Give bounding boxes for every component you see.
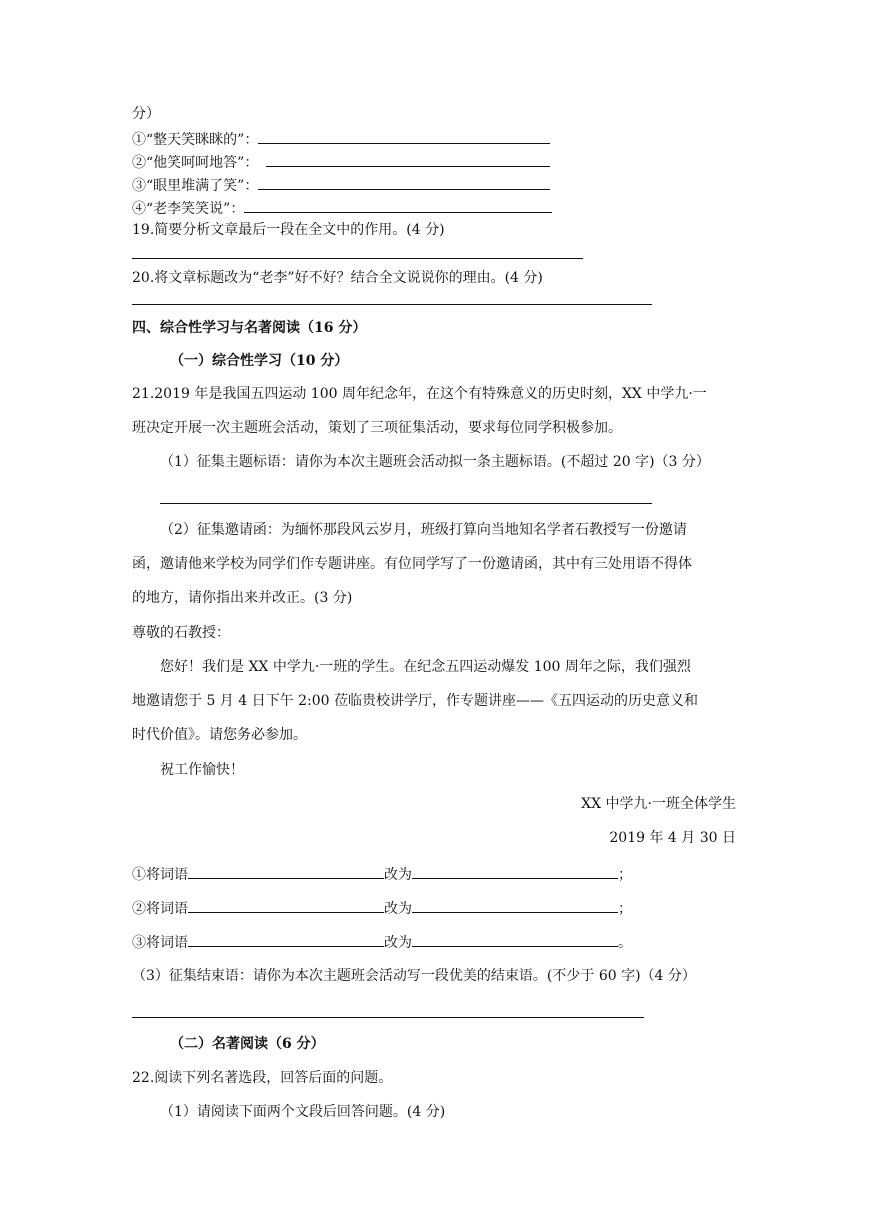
subsection-heading-2: （二）名著阅读（6 分） [170,1036,325,1052]
q21-part-1: （1）征集主题标语：请你为本次主题班会活动拟一条主题标语。(不超过 20 字)（3 分） [160,454,710,470]
answer-blank[interactable] [266,152,550,167]
corrected-word-blank[interactable] [412,864,618,879]
q21-line-1: 21.2019 年是我国五四运动 100 周年纪念年，在这个有特殊意义的历史时刻，XX 中学九·一 [132,386,707,402]
letter-salutation: 尊敬的石教授： [132,625,230,641]
corrected-word-blank[interactable] [412,932,618,947]
q18-item-3: ③“眼里堆满了笑”： [132,175,550,196]
fix-item-3: ③将词语 改为 。 [132,932,632,953]
letter-closing: 祝工作愉快！ [160,762,244,778]
q18-item-1: ①“整天笑眯眯的”： [132,129,550,150]
original-word-blank[interactable] [188,898,384,913]
q22-part-1: （1）请阅读下面两个文段后回答问题。(4 分) [160,1104,446,1120]
q19-answer-line[interactable] [132,258,583,259]
q21-3-answer-line[interactable] [132,1017,644,1018]
answer-blank[interactable] [258,129,550,144]
q22-text: 22.阅读下列名著选段，回答后面的问题。 [132,1070,393,1086]
q20-text: 20.将文章标题改为“老李”好不好？结合全文说说你的理由。(4 分) [132,270,543,286]
answer-blank[interactable] [244,198,552,213]
q18-item-2: ②“他笑呵呵地答”： [132,152,550,173]
q21-part-2-line-2: 函，邀请他来学校为同学们作专题讲座。有位同学写了一份邀请函，其中有三处用语不得体 [132,556,692,572]
letter-signature: XX 中学九·一班全体学生 [581,796,736,812]
q21-part-2-line-1: （2）征集邀请函：为缅怀那段风云岁月，班级打算向当地知名学者石教授写一份邀请 [160,522,687,538]
q21-1-answer-line[interactable] [160,503,652,504]
letter-date: 2019 年 4 月 30 日 [609,830,736,846]
q19-text: 19.简要分析文章最后一段在全文中的作用。(4 分) [132,222,445,238]
q21-line-2: 班决定开展一次主题班会活动，策划了三项征集活动，要求每位同学积极参加。 [132,420,622,436]
corrected-word-blank[interactable] [412,898,618,913]
q18-item-4: ④“老李笑笑说”： [132,198,552,219]
q21-part-3: （3）征集结束语：请你为本次主题班会活动写一段优美的结束语。(不少于 60 字)（4 分） [132,968,696,984]
original-word-blank[interactable] [188,864,384,879]
fix-item-1: ①将词语 改为 ； [132,864,632,885]
subsection-heading-1: （一）综合性学习（10 分） [170,353,349,369]
section-heading: 四、综合性学习与名著阅读（16 分） [132,320,367,336]
original-word-blank[interactable] [188,932,384,947]
letter-body-line-1: 您好！我们是 XX 中学九·一班的学生。在纪念五四运动爆发 100 周年之际，我们强烈 [160,659,691,675]
q20-answer-line[interactable] [132,304,652,305]
q21-part-2-line-3: 的地方，请你指出来并改正。(3 分) [132,590,353,606]
letter-body-line-3: 时代价值》。请您务必参加。 [132,727,307,743]
q18-tail: 分） [132,106,160,122]
letter-body-line-2: 地邀请您于 5 月 4 日下午 2:00 莅临贵校讲学厅，作专题讲座——《五四运动的历史意义和 [132,693,698,709]
answer-blank[interactable] [258,175,550,190]
fix-item-2: ②将词语 改为 ； [132,898,632,919]
